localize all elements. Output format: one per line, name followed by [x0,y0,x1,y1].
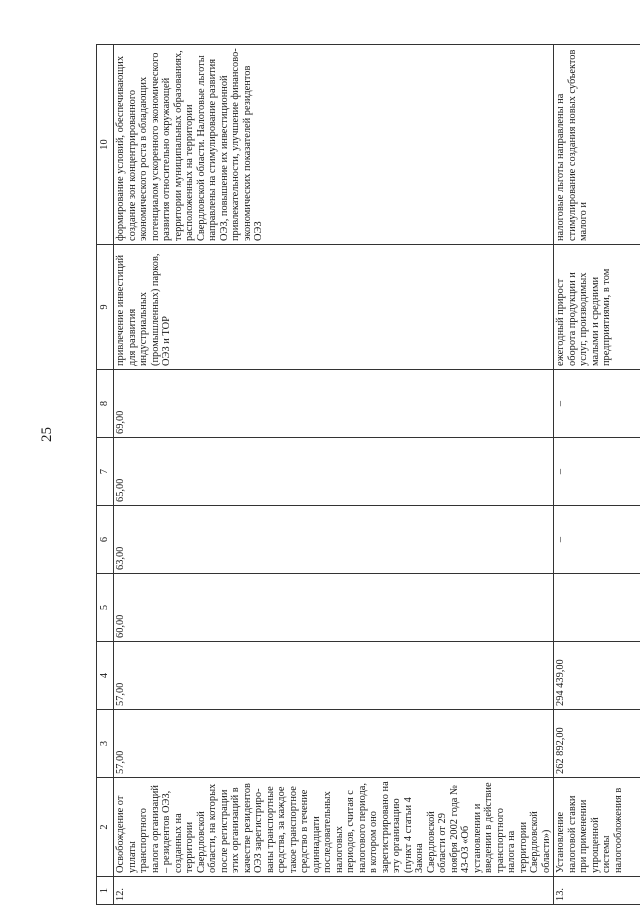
value-col-3: 57,00 [114,710,554,778]
header-cell-4: 4 [97,642,114,710]
value-col-6: 63,00 [114,506,554,574]
header-cell-2: 2 [97,778,114,877]
header-cell-6: 6 [97,506,114,574]
indicator-cell [554,245,640,370]
header-cell-10: 10 [97,45,114,245]
header-cell-3: 3 [97,710,114,778]
table-row [554,45,640,905]
benefit-description-text: Освобождение от уплаты транспортного налога организаций – резидентов ОЭЗ, созданных на территории Свердловской области, на которых после регистрации этих организаций в качестве резидентов ОЭЗ зарегистриро-ваны транспортные средства, за каждое такое транспортное средство в течение одиннадцати последовательных налоговых периодов, считая с налогового периода, в котором оно зарегистрировано на эту организацию (пункт 4 статьи 4 Закона Свердловской области от 29 ноября 2002 года № 43-ОЗ «Об установлении и введении в действие транспортного налога на территории Свердловской области») [115,781,552,873]
goal-cell [114,45,554,245]
row-number: 13. [554,877,640,905]
value-col-5 [554,574,640,642]
page-number: 25 [39,427,55,442]
value-col-8: 69,00 [114,370,554,438]
goal-text: налоговые льготы направлены на стимулирование создания новых субъектов малого и [555,49,589,241]
indicator-cell [114,245,554,370]
value-col-4: 57,00 [114,642,554,710]
benefit-description [114,778,554,877]
header-cell-8: 8 [97,370,114,438]
value-col-7: 65,00 [114,438,554,506]
value-col-3: 262 892,00 [554,710,640,778]
value-col-8: – [554,370,640,438]
value-col-6: – [554,506,640,574]
header-cell-5: 5 [97,574,114,642]
goal-cell [554,45,640,245]
rotated-table-sheet [96,0,624,905]
indicator-text: привлечение инвестиций для развития индустриальных (промышленных) парков, ОЭЗ и ТОР [115,253,172,366]
benefit-description [554,778,640,877]
table-row [114,45,554,905]
indicator-text: ежегодный прирост оборота продукции и услуг, производимых малыми и средними предприятиями, в том [555,268,612,366]
header-row [97,45,114,905]
value-col-5: 60,00 [114,574,554,642]
header-cell-9: 9 [97,245,114,370]
benefit-description-text: Установление налоговой ставки при применении упрощенной системы налогообложения в [555,787,624,873]
goal-text: формирование условий, обеспечивающих создание зон концентрированного экономического роста в обладающих потенциалом ускоренного экономического развития относительно окружающей территории муниципальных образованиях, расположенных на территории Свердловской области. Налоговые льготы направлены на стимулирование развития ОЭЗ, повышение их инвестиционной привлекательности, улучшение финансово-экономических показателей резидентов ОЭЗ [115,48,264,241]
header-cell-7: 7 [97,438,114,506]
header-cell-1: 1 [97,877,114,905]
value-col-4: 294 439,00 [554,642,640,710]
row-number: 12. [114,877,554,905]
value-col-7: – [554,438,640,506]
tax-benefits-table [96,44,640,905]
